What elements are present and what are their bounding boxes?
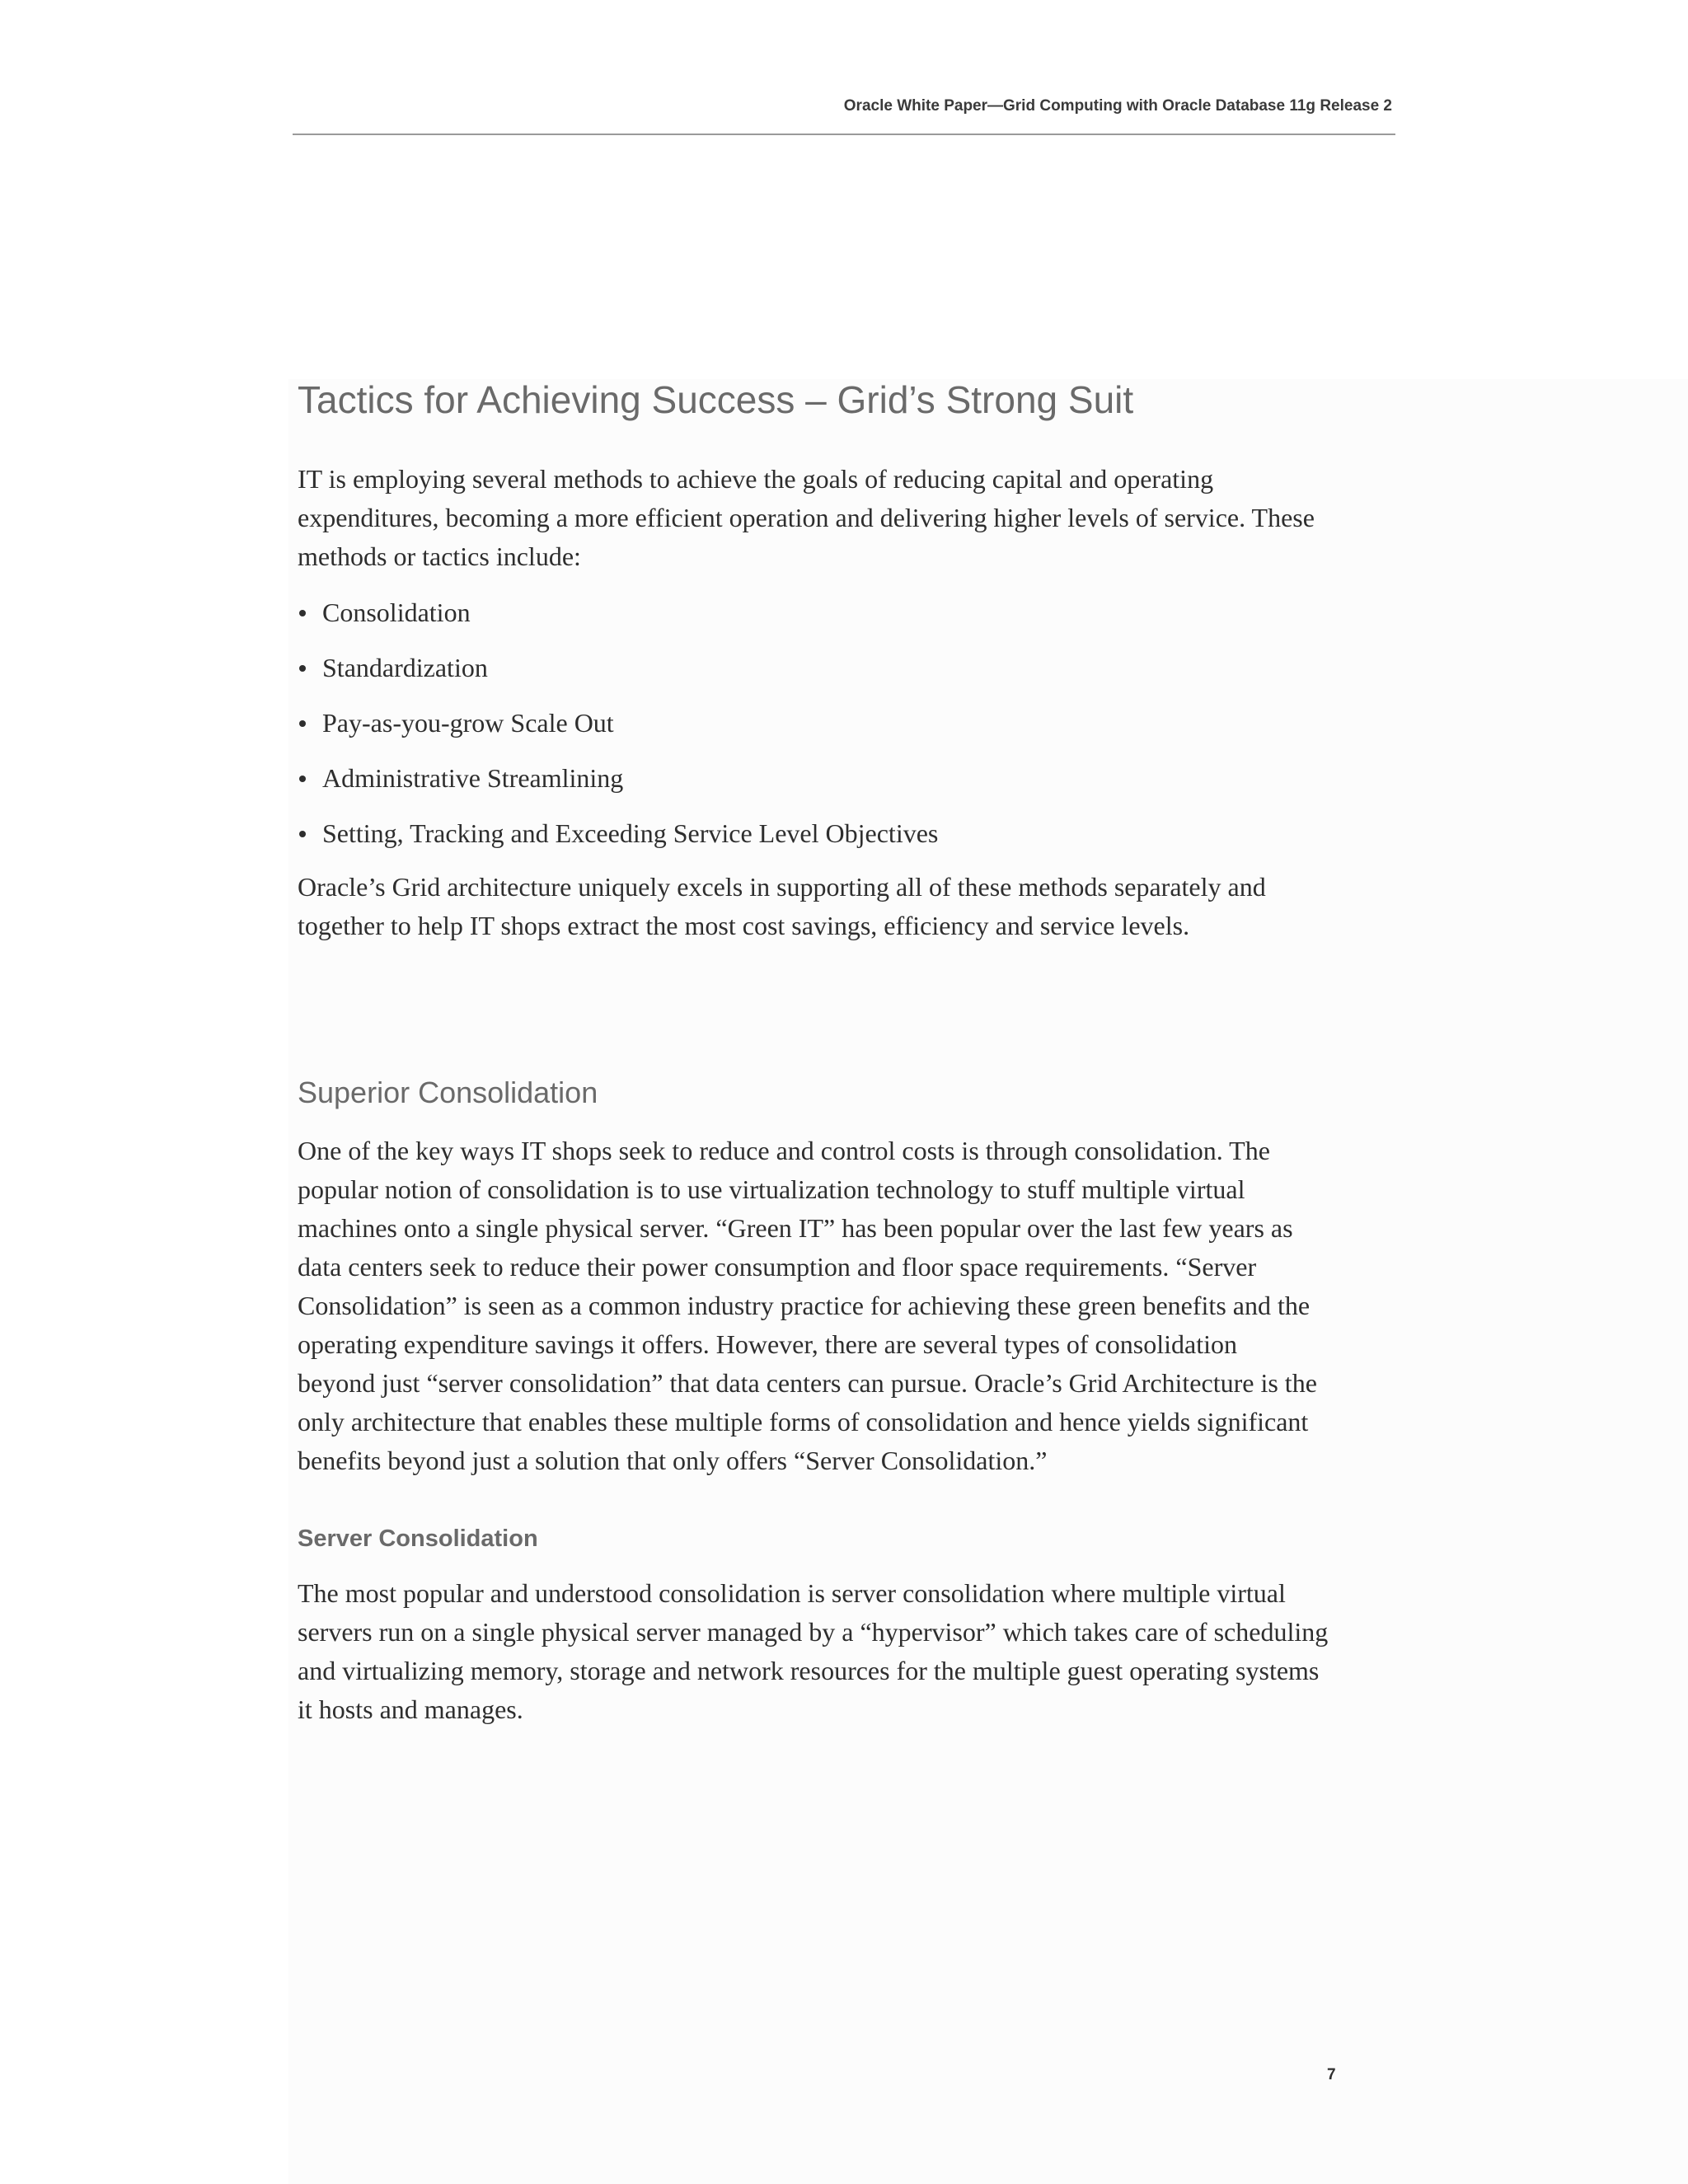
list-item xyxy=(298,704,938,759)
text-line: One of the key ways IT shops seek to reduce and control costs is through consolidation. The xyxy=(298,1136,1270,1165)
header-rule xyxy=(293,134,1395,135)
consolidation-paragraph xyxy=(298,1132,1398,1480)
text-line: methods or tactics include: xyxy=(298,541,581,571)
list-item-text: Consolidation xyxy=(322,598,471,627)
list-item xyxy=(298,649,938,704)
list-item-text: Standardization xyxy=(322,653,488,682)
closing-paragraph xyxy=(298,868,1398,945)
bullet-icon xyxy=(299,610,306,616)
subsection-title: Superior Consolidation xyxy=(298,1076,598,1109)
text-line: expenditures, becoming a more efficient operation and delivering higher levels of service. These xyxy=(298,503,1315,532)
section-title: Tactics for Achieving Success – Grid’s Strong Suit xyxy=(298,378,1134,421)
text-line: Oracle’s Grid architecture uniquely excels in supporting all of these methods separately and xyxy=(298,872,1266,902)
text-line: beyond just “server consolidation” that data centers can pursue. Oracle’s Grid Architecture is the xyxy=(298,1368,1317,1398)
bullet-icon xyxy=(299,831,306,837)
intro-paragraph xyxy=(298,460,1398,576)
text-line: benefits beyond just a solution that only offers “Server Consolidation.” xyxy=(298,1446,1048,1475)
text-line: data centers seek to reduce their power consumption and floor space requirements. “Server xyxy=(298,1252,1257,1282)
text-line: IT is employing several methods to achieve the goals of reducing capital and operating xyxy=(298,464,1214,494)
text-line: only architecture that enables these multiple forms of consolidation and hence yields significant xyxy=(298,1407,1309,1436)
list-item xyxy=(298,814,938,869)
text-line: servers run on a single physical server managed by a “hypervisor” which takes care of scheduling xyxy=(298,1617,1329,1647)
bullet-icon xyxy=(299,720,306,727)
bullet-icon xyxy=(299,665,306,672)
text-line: machines onto a single physical server. “Green IT” has been popular over the last few years as xyxy=(298,1213,1293,1243)
tactics-list xyxy=(298,593,938,869)
text-line: together to help IT shops extract the most cost savings, efficiency and service levels. xyxy=(298,911,1190,940)
subsubsection-title: Server Consolidation xyxy=(298,1526,538,1552)
running-header: Oracle White Paper—Grid Computing with Oracle Database 11g Release 2 xyxy=(843,97,1392,115)
text-line: Consolidation” is seen as a common industry practice for achieving these green benefits and the xyxy=(298,1291,1311,1320)
list-item-text: Administrative Streamlining xyxy=(322,763,624,793)
bullet-icon xyxy=(299,776,306,782)
text-line: operating expenditure savings it offers. However, there are several types of consolidation xyxy=(298,1329,1237,1359)
list-item-text: Setting, Tracking and Exceeding Service Level Objectives xyxy=(322,818,939,848)
text-line: The most popular and understood consolidation is server consolidation where multiple virtual xyxy=(298,1578,1286,1608)
list-item-text: Pay-as-you-grow Scale Out xyxy=(322,708,614,738)
server-consolidation-paragraph xyxy=(298,1574,1398,1729)
list-item xyxy=(298,759,938,814)
text-line: popular notion of consolidation is to use virtualization technology to stuff multiple virtual xyxy=(298,1174,1245,1204)
text-line: and virtualizing memory, storage and network resources for the multiple guest operating systems xyxy=(298,1656,1320,1685)
page-number: 7 xyxy=(1327,2066,1336,2083)
list-item xyxy=(298,593,938,649)
text-line: it hosts and manages. xyxy=(298,1694,523,1724)
